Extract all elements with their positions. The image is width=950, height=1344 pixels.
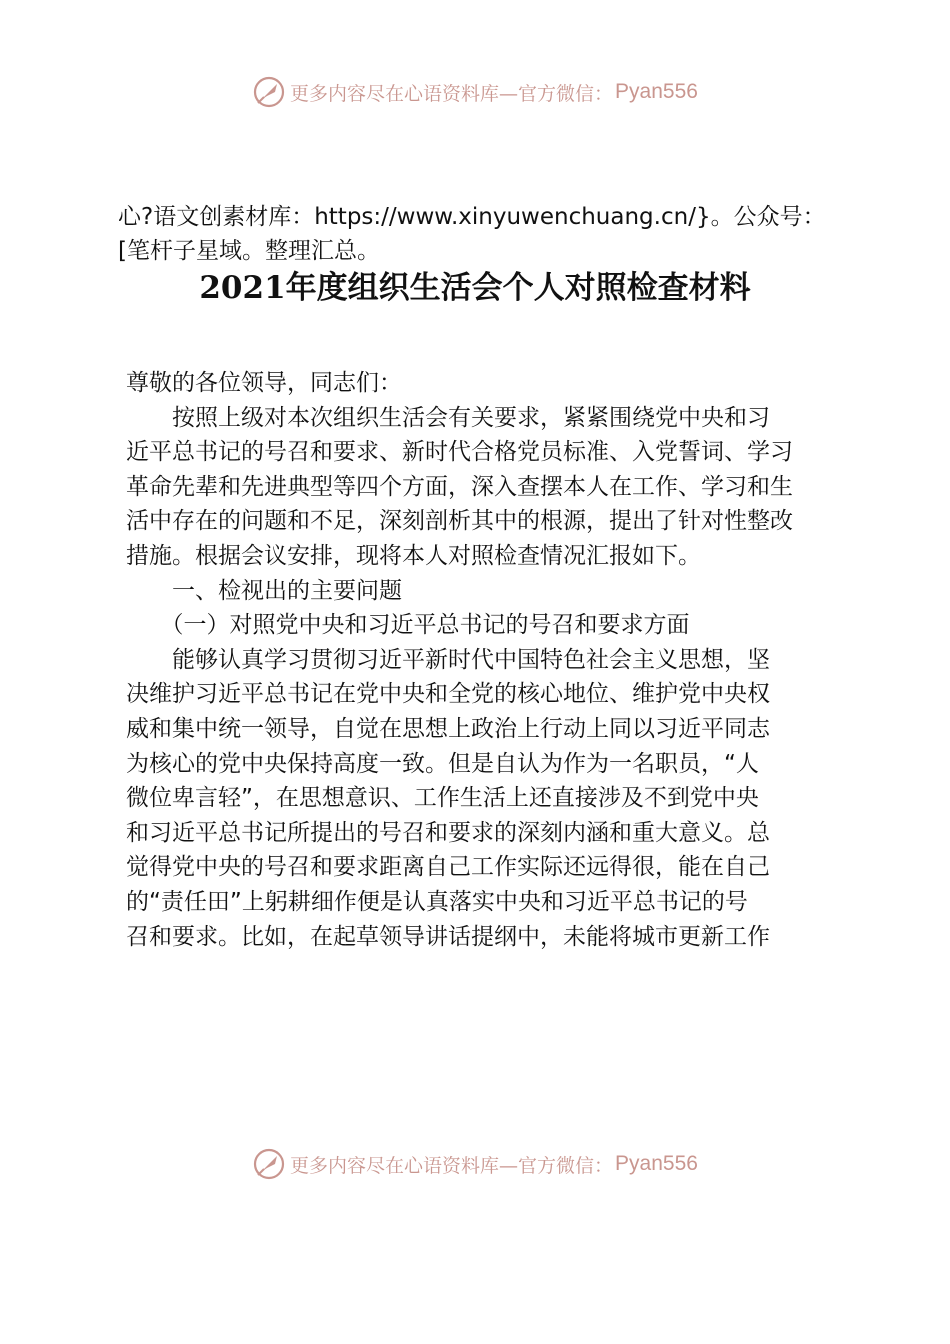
paragraph-line: 能够认真学习贯彻习近平新时代中国特色社会主义思想，坚: [126, 646, 770, 673]
header-banner-text: 更多内容尽在心语资料库—官方微信：: [290, 82, 614, 105]
footer-banner-wechat-id: Pyan556: [615, 1152, 698, 1175]
quill-logo-icon: [252, 75, 286, 109]
intro-line: 活中存在的问题和不足，深刻剖析其中的根源，提出了针对性整改: [126, 508, 793, 535]
intro-line: 革命先辈和先进典型等四个方面，深入查摆本人在工作、学习和生: [126, 473, 793, 500]
section-heading: 一、检视出的主要问题: [126, 577, 402, 604]
intro-line: 近平总书记的号召和要求、新时代合格党员标准、入党誓词、学习: [126, 439, 793, 466]
footer-banner: [0, 1144, 950, 1184]
paragraph-line: 微位卑言轻”，在思想意识、工作生活上还直接涉及不到党中央: [126, 785, 759, 812]
source-note: [118, 200, 878, 268]
source-note-line: 心?语文创素材库：https://www.xinyuwenchuang.cn/}。公众号：: [118, 204, 826, 230]
paragraph-line: 召和要求。比如，在起草领导讲话提纲中，未能将城市更新工作: [126, 923, 770, 950]
subsection-heading: （一）对照党中央和习近平总书记的号召和要求方面: [126, 612, 690, 639]
paragraph-line: 觉得党中央的号召和要求距离自己工作实际还远得很，能在自己: [126, 854, 770, 881]
paragraph-line: 决维护习近平总书记在党中央和全党的核心地位、维护党中央权: [126, 681, 770, 708]
quill-logo-icon: [252, 1147, 286, 1181]
intro-line: 按照上级对本次组织生活会有关要求，紧紧围绕党中央和习: [126, 404, 770, 431]
salutation: 尊敬的各位领导，同志们：: [126, 370, 402, 396]
header-banner-wechat-id: Pyan556: [615, 80, 698, 103]
paragraph-line: 的“责任田”上躬耕细作便是认真落实中央和习近平总书记的号: [126, 888, 748, 915]
paragraph-line: 威和集中统一领导，自觉在思想上政治上行动上同以习近平同志: [126, 715, 770, 742]
paragraph-line: 和习近平总书记所提出的号召和要求的深刻内涵和重大意义。总: [126, 819, 770, 846]
document-body: [126, 366, 846, 954]
intro-line: 措施。根据会议安排，现将本人对照检查情况汇报如下。: [126, 542, 701, 569]
document-title: 2021年度组织生活会个人对照检查材料: [199, 270, 751, 306]
source-note-line: [笔杆子星域。整理汇总。: [118, 238, 380, 264]
header-banner: [0, 72, 950, 112]
footer-banner-text: 更多内容尽在心语资料库—官方微信：: [290, 1154, 614, 1177]
paragraph-line: 为核心的党中央保持高度一致。但是自认为作为一名职员，“人: [126, 750, 759, 777]
